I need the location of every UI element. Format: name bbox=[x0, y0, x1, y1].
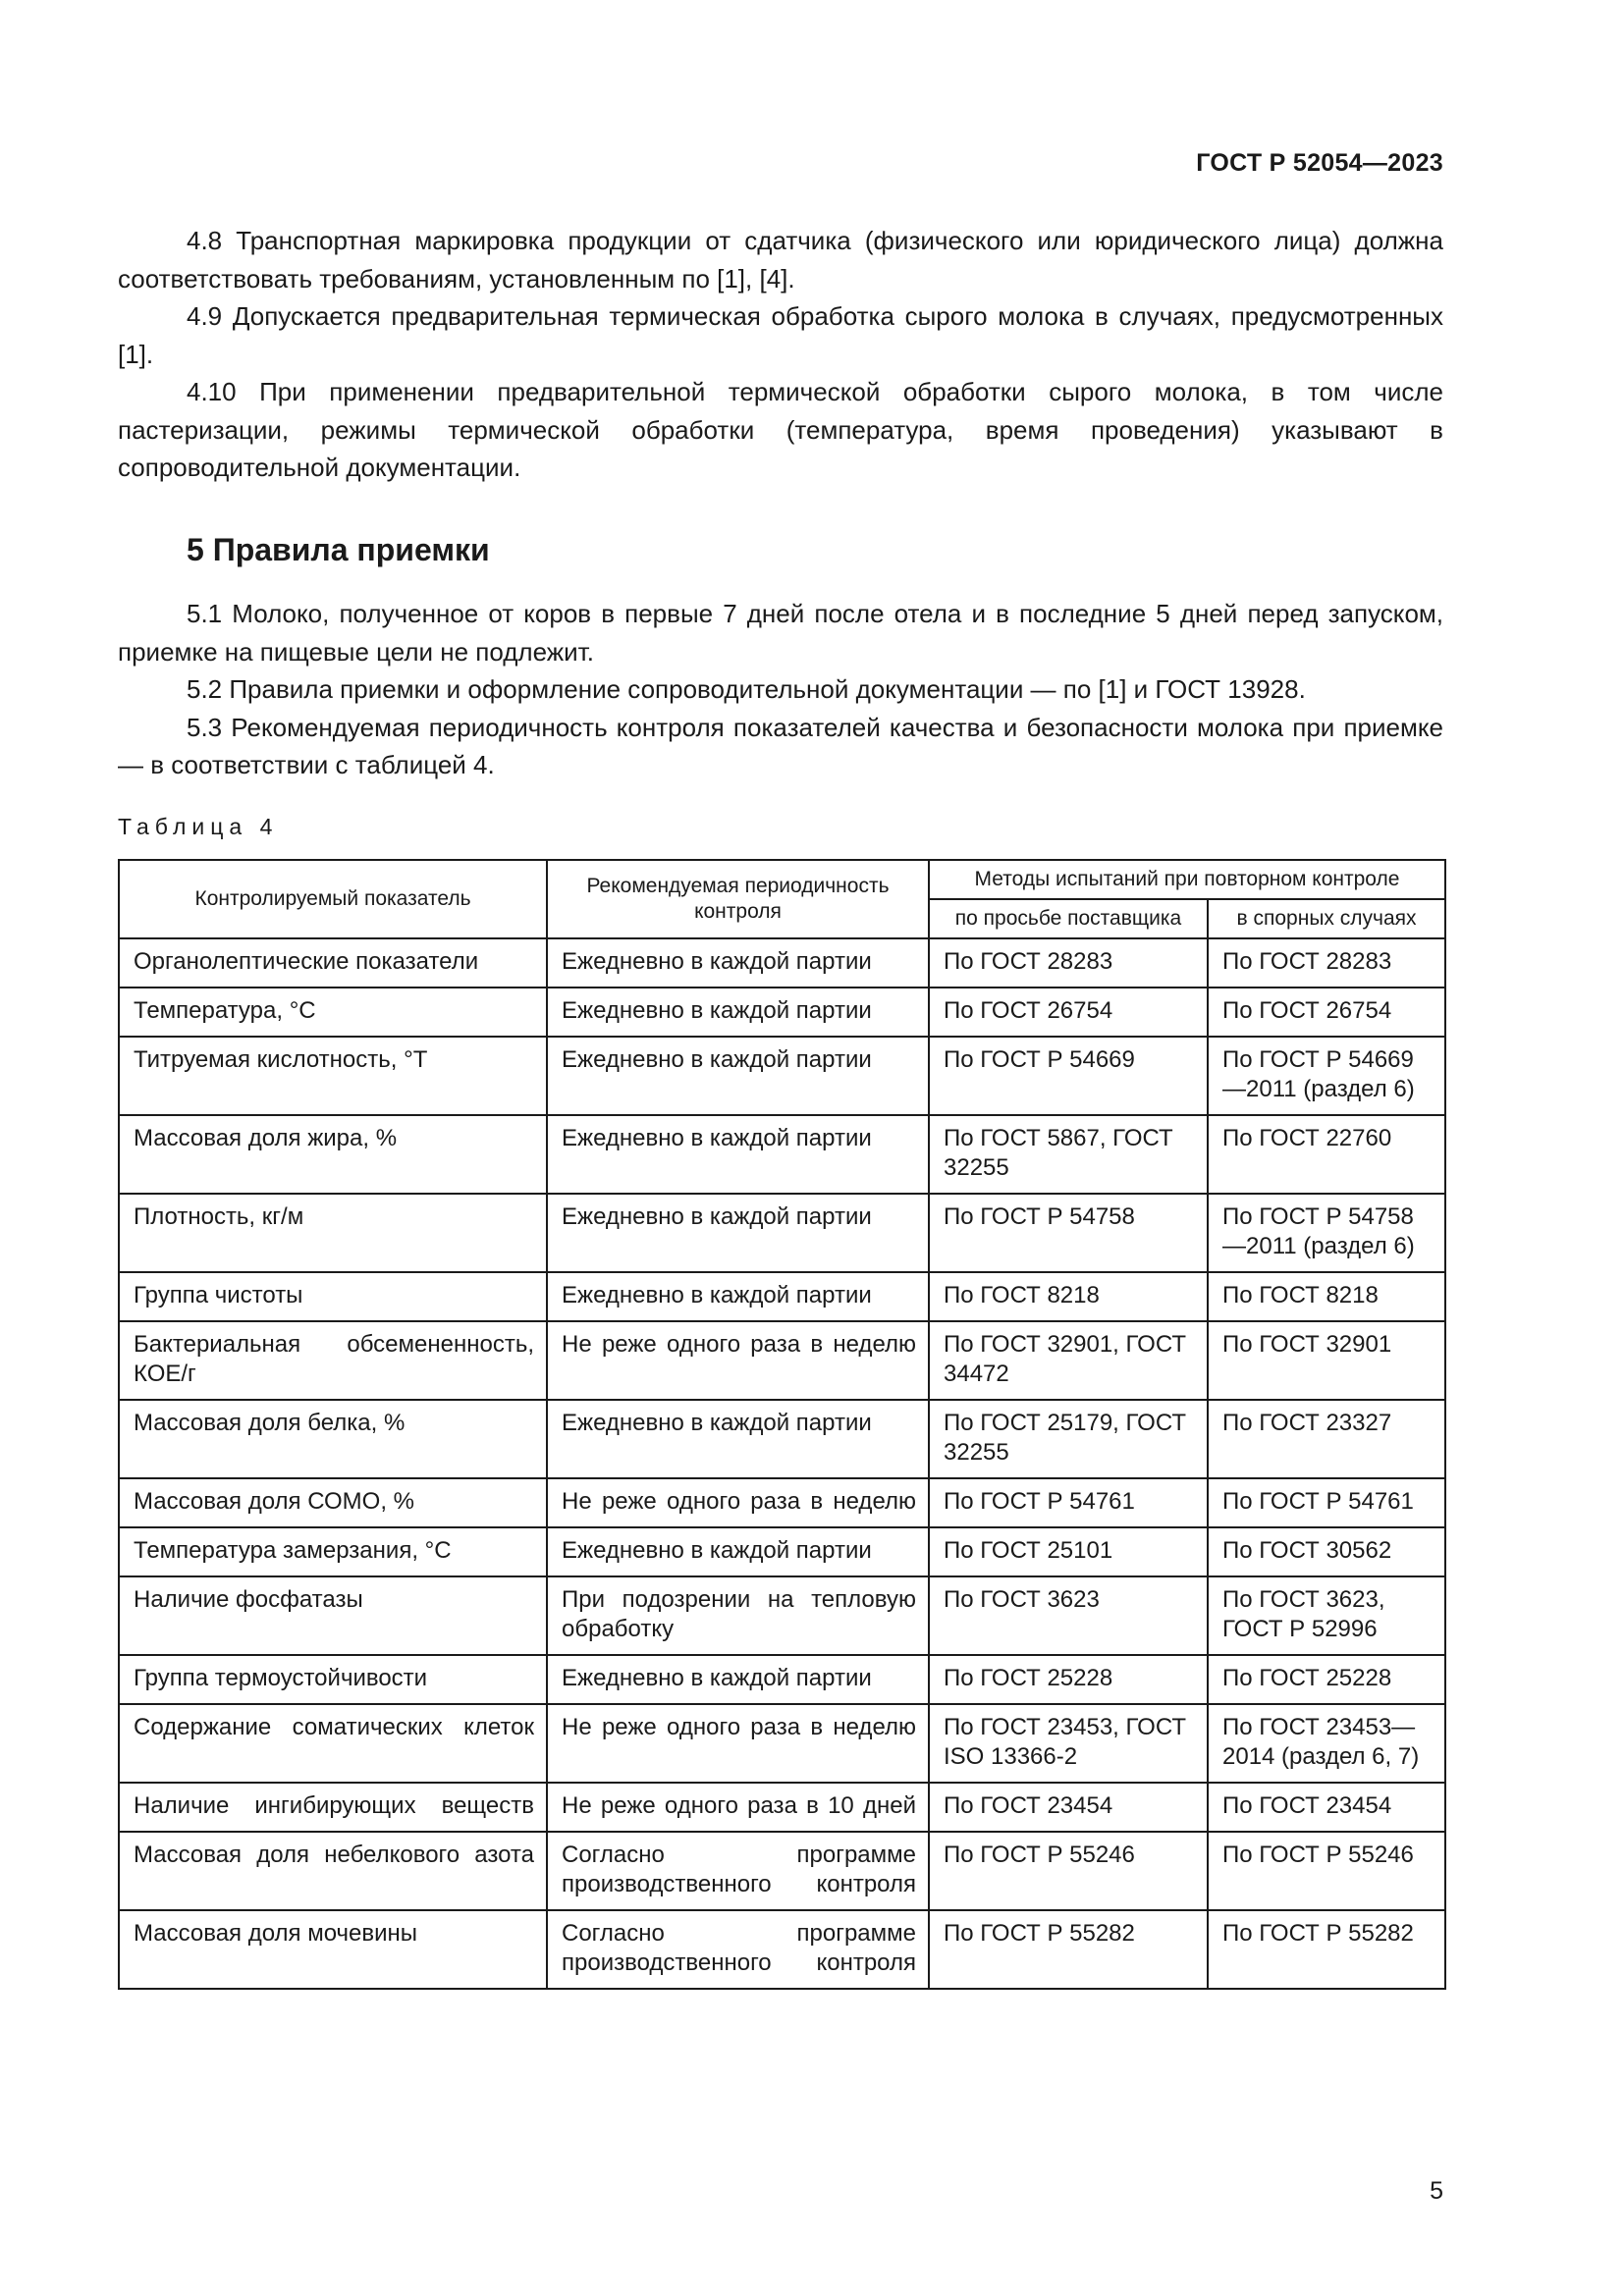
header-disputes: в спорных случаях bbox=[1208, 899, 1445, 938]
header-supplier: по просьбе поставщика bbox=[929, 899, 1208, 938]
cell-disputes: По ГОСТ 23454 bbox=[1208, 1783, 1445, 1832]
cell-disputes: По ГОСТ 25228 bbox=[1208, 1655, 1445, 1704]
paragraph-5-2: 5.2 Правила приемки и оформление сопроводительной документации — по [1] и ГОСТ 13928. bbox=[187, 674, 1306, 704]
table-row bbox=[119, 1037, 1445, 1115]
paragraph-5-3: 5.3 Рекомендуемая периодичность контроля показателей качества и безопасности молока при приемке — в соответствии с таблицей 4. bbox=[118, 712, 1443, 779]
cell-disputes: По ГОСТ 8218 bbox=[1208, 1272, 1445, 1321]
cell-supplier: По ГОСТ 26754 bbox=[929, 988, 1208, 1037]
table-caption: Таблица 4 bbox=[118, 814, 279, 839]
table-row bbox=[119, 1527, 1445, 1576]
table-row bbox=[119, 1576, 1445, 1655]
cell-disputes: По ГОСТ 3623, ГОСТ Р 52996 bbox=[1208, 1576, 1445, 1655]
cell-disputes: По ГОСТ 23453—2014 (раздел 6, 7) bbox=[1208, 1704, 1445, 1783]
cell-frequency: Ежедневно в каждой партии bbox=[547, 1272, 929, 1321]
cell-frequency: Ежедневно в каждой партии bbox=[547, 988, 929, 1037]
section-5-text bbox=[118, 595, 1443, 784]
header-row-1 bbox=[119, 860, 1445, 899]
cell-indicator: Массовая доля мочевины bbox=[119, 1910, 547, 1989]
cell-indicator: Титруемая кислотность, °Т bbox=[119, 1037, 547, 1115]
table-row bbox=[119, 1272, 1445, 1321]
cell-frequency: Не реже одного раза в 10 дней bbox=[547, 1783, 929, 1832]
table-row bbox=[119, 1321, 1445, 1400]
cell-frequency: Согласно программе производственного контроля bbox=[547, 1910, 929, 1989]
cell-indicator: Наличие ингибирующих веществ bbox=[119, 1783, 547, 1832]
table-row bbox=[119, 1478, 1445, 1527]
cell-disputes: По ГОСТ 26754 bbox=[1208, 988, 1445, 1037]
cell-disputes: По ГОСТ Р 54758—2011 (раздел 6) bbox=[1208, 1194, 1445, 1272]
table-row bbox=[119, 1400, 1445, 1478]
cell-frequency: Ежедневно в каждой партии bbox=[547, 1400, 929, 1478]
cell-indicator: Плотность, кг/м bbox=[119, 1194, 547, 1272]
cell-disputes: По ГОСТ 23327 bbox=[1208, 1400, 1445, 1478]
cell-disputes: По ГОСТ 30562 bbox=[1208, 1527, 1445, 1576]
header-indicator: Контролируемый показатель bbox=[119, 860, 547, 938]
cell-indicator: Наличие фосфатазы bbox=[119, 1576, 547, 1655]
cell-supplier: По ГОСТ 25228 bbox=[929, 1655, 1208, 1704]
paragraph-5-1: 5.1 Молоко, полученное от коров в первые 7 дней после отела и в последние 5 дней перед запуском, приемке на пищевые цели не подлежит. bbox=[118, 599, 1443, 667]
table-row bbox=[119, 938, 1445, 988]
table-row bbox=[119, 1194, 1445, 1272]
cell-indicator: Группа термоустойчивости bbox=[119, 1655, 547, 1704]
cell-indicator: Бактериальная обсемененность, КОЕ/г bbox=[119, 1321, 547, 1400]
cell-indicator: Группа чистоты bbox=[119, 1272, 547, 1321]
header-frequency: Рекомендуемая периодичность контроля bbox=[547, 860, 929, 938]
cell-frequency: Не реже одного раза в неделю bbox=[547, 1478, 929, 1527]
cell-supplier: По ГОСТ Р 54761 bbox=[929, 1478, 1208, 1527]
cell-supplier: По ГОСТ 8218 bbox=[929, 1272, 1208, 1321]
cell-frequency: Ежедневно в каждой партии bbox=[547, 1194, 929, 1272]
cell-indicator: Массовая доля СОМО, % bbox=[119, 1478, 547, 1527]
cell-supplier: По ГОСТ Р 54669 bbox=[929, 1037, 1208, 1115]
cell-frequency: Ежедневно в каждой партии bbox=[547, 1527, 929, 1576]
cell-supplier: По ГОСТ 23454 bbox=[929, 1783, 1208, 1832]
cell-disputes: По ГОСТ 22760 bbox=[1208, 1115, 1445, 1194]
cell-supplier: По ГОСТ 23453, ГОСТ ISO 13366-2 bbox=[929, 1704, 1208, 1783]
cell-indicator: Температура, °C bbox=[119, 988, 547, 1037]
cell-frequency: Ежедневно в каждой партии bbox=[547, 1655, 929, 1704]
cell-disputes: По ГОСТ Р 54669—2011 (раздел 6) bbox=[1208, 1037, 1445, 1115]
section-5-heading: 5 Правила приемки bbox=[187, 532, 490, 567]
table-row bbox=[119, 1832, 1445, 1910]
cell-indicator: Массовая доля жира, % bbox=[119, 1115, 547, 1194]
table-row bbox=[119, 1704, 1445, 1783]
cell-indicator: Органолептические показатели bbox=[119, 938, 547, 988]
cell-supplier: По ГОСТ 25101 bbox=[929, 1527, 1208, 1576]
section-4-text bbox=[118, 222, 1443, 487]
paragraph-4-8: 4.8 Транспортная маркировка продукции от сдатчика (физического или юридического лица) должна соответствовать требованиям, установленным по [1], [4]. bbox=[118, 226, 1443, 294]
document-code: ГОСТ Р 52054—2023 bbox=[1196, 149, 1443, 177]
cell-supplier: По ГОСТ 25179, ГОСТ 32255 bbox=[929, 1400, 1208, 1478]
cell-disputes: По ГОСТ Р 54761 bbox=[1208, 1478, 1445, 1527]
table-row bbox=[119, 1115, 1445, 1194]
table-row bbox=[119, 988, 1445, 1037]
cell-supplier: По ГОСТ 28283 bbox=[929, 938, 1208, 988]
cell-indicator: Массовая доля небелкового азота bbox=[119, 1832, 547, 1910]
table-row bbox=[119, 1910, 1445, 1989]
table-body bbox=[119, 938, 1445, 1989]
cell-frequency: Не реже одного раза в неделю bbox=[547, 1321, 929, 1400]
cell-supplier: По ГОСТ Р 55246 bbox=[929, 1832, 1208, 1910]
page-number: 5 bbox=[1430, 2177, 1443, 2205]
cell-frequency: Ежедневно в каждой партии bbox=[547, 938, 929, 988]
cell-indicator: Содержание соматических клеток bbox=[119, 1704, 547, 1783]
table-row bbox=[119, 1783, 1445, 1832]
cell-supplier: По ГОСТ 3623 bbox=[929, 1576, 1208, 1655]
cell-indicator: Массовая доля белка, % bbox=[119, 1400, 547, 1478]
cell-supplier: По ГОСТ 32901, ГОСТ 34472 bbox=[929, 1321, 1208, 1400]
cell-indicator: Температура замерзания, °C bbox=[119, 1527, 547, 1576]
cell-frequency: Согласно программе производственного контроля bbox=[547, 1832, 929, 1910]
table-row bbox=[119, 1655, 1445, 1704]
cell-frequency: Ежедневно в каждой партии bbox=[547, 1037, 929, 1115]
table-head bbox=[119, 860, 1445, 938]
paragraph-4-9: 4.9 Допускается предварительная термическая обработка сырого молока в случаях, предусмотренных [1]. bbox=[118, 301, 1443, 369]
header-methods: Методы испытаний при повторном контроле bbox=[929, 860, 1445, 899]
cell-frequency: Не реже одного раза в неделю bbox=[547, 1704, 929, 1783]
cell-supplier: По ГОСТ Р 55282 bbox=[929, 1910, 1208, 1989]
table-4 bbox=[118, 859, 1446, 1990]
paragraph-4-10: 4.10 При применении предварительной термической обработки сырого молока, в том числе пастеризации, режимы термической обработки (температура, время проведения) указывают в сопроводительной документации. bbox=[118, 377, 1443, 482]
cell-disputes: По ГОСТ 32901 bbox=[1208, 1321, 1445, 1400]
cell-supplier: По ГОСТ 5867, ГОСТ 32255 bbox=[929, 1115, 1208, 1194]
cell-disputes: По ГОСТ 28283 bbox=[1208, 938, 1445, 988]
cell-disputes: По ГОСТ Р 55246 bbox=[1208, 1832, 1445, 1910]
cell-supplier: По ГОСТ Р 54758 bbox=[929, 1194, 1208, 1272]
cell-frequency: При подозрении на тепловую обработку bbox=[547, 1576, 929, 1655]
cell-disputes: По ГОСТ Р 55282 bbox=[1208, 1910, 1445, 1989]
cell-frequency: Ежедневно в каждой партии bbox=[547, 1115, 929, 1194]
